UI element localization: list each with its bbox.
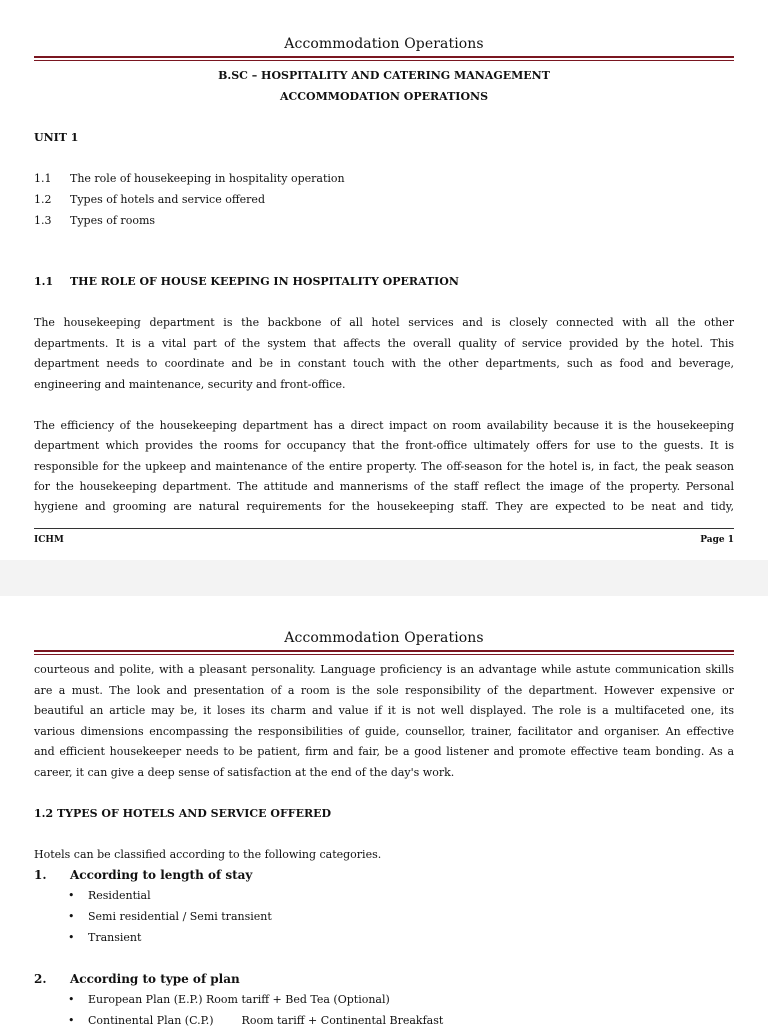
list-item-text: Transient <box>88 931 142 944</box>
header-rule <box>34 650 734 655</box>
paragraph-line: courteous and polite, with a pleasant personality. Language proficiency is an advantage while astute communication skills <box>34 663 734 676</box>
paragraph-line: beautiful an article may be, it loses its charm and value if it is not well displayed. The role is a multifaceted one, its <box>34 704 734 717</box>
list-title: According to length of stay <box>70 868 253 882</box>
paragraph-line: career, it can give a deep sense of satisfaction at the end of the day's work. <box>34 766 455 779</box>
intro-text: Hotels can be classified according to the following categories. <box>34 848 382 861</box>
footer-rule <box>34 528 734 529</box>
list-title: According to type of plan <box>70 972 240 986</box>
toc-number: 1.3 <box>34 214 52 227</box>
paragraph-line: department needs to coordinate and be in constant touch with the other departments, such as food and beverage, <box>34 357 734 370</box>
toc-item <box>34 193 734 207</box>
list-item-text: Continental Plan (C.P.) Room tariff + Continental Breakfast <box>88 1014 444 1027</box>
page-number: Page 1 <box>700 535 734 545</box>
section-number: 1.1 <box>34 275 54 288</box>
paragraph-line: The efficiency of the housekeeping department has a direct impact on room availability because it is the housekeeping <box>34 419 734 432</box>
page-header-title: Accommodation Operations <box>284 36 484 52</box>
paragraph-line: various dimensions encompassing the responsibilities of guide, counsellor, trainer, facilitator and organiser. An effective <box>34 725 734 738</box>
list-item-text: European Plan (E.P.) Room tariff + Bed Tea (Optional) <box>88 993 390 1006</box>
list-item-text: Residential <box>88 889 151 902</box>
toc-item <box>34 172 734 186</box>
toc-item <box>34 214 734 228</box>
paragraph-line: engineering and maintenance, security and front-office. <box>34 378 346 391</box>
paragraph-line: departments. It is a vital part of the system that affects the overall quality of service provided by the hotel. This <box>34 337 734 350</box>
paragraph-line: The housekeeping department is the backbone of all hotel services and is closely connected with all the other <box>34 316 734 329</box>
toc-label: Types of rooms <box>70 214 156 227</box>
document-page-2 <box>0 596 768 1036</box>
footer-institution: ICHM <box>34 535 64 545</box>
section-title: THE ROLE OF HOUSE KEEPING IN HOSPITALITY OPERATION <box>70 275 459 288</box>
paragraph-line: and efficient housekeeper needs to be patient, firm and fair, be a good listener and promote effective team bonding. As a <box>34 745 734 758</box>
header-rule <box>34 56 734 61</box>
paragraph-line: department which provides the rooms for occupancy that the front-office ultimately offers for use to the guests. It is <box>34 439 734 452</box>
toc-number: 1.2 <box>34 193 52 206</box>
list-item-text: Semi residential / Semi transient <box>88 910 272 923</box>
course-subtitle: ACCOMMODATION OPERATIONS <box>279 90 489 103</box>
unit-label: UNIT 1 <box>34 131 79 144</box>
course-title: B.SC – HOSPITALITY AND CATERING MANAGEMENT <box>218 69 550 82</box>
paragraph-line: for the housekeeping department. The attitude and mannerisms of the staff reflect the image of the property. Personal <box>34 480 734 493</box>
page-gap <box>0 560 768 596</box>
page-header-title: Accommodation Operations <box>284 630 484 646</box>
list-number: 2. <box>34 972 47 986</box>
paragraph-line: hygiene and grooming are natural requirements for the housekeeping staff. They are expected to be neat and tidy, <box>34 500 734 513</box>
list-number: 1. <box>34 868 47 882</box>
section-heading: 1.2 TYPES OF HOTELS AND SERVICE OFFERED <box>34 807 332 820</box>
toc-label: The role of housekeeping in hospitality operation <box>70 172 345 185</box>
toc-label: Types of hotels and service offered <box>70 193 265 206</box>
section-heading <box>34 275 734 289</box>
toc-number: 1.1 <box>34 172 52 185</box>
paragraph-line: are a must. The look and presentation of a room is the sole responsibility of the department. However expensive or <box>34 684 734 697</box>
paragraph-line: responsible for the upkeep and maintenance of the entire property. The off-season for the hotel is, in fact, the peak season <box>34 460 734 473</box>
page-footer <box>34 535 734 547</box>
